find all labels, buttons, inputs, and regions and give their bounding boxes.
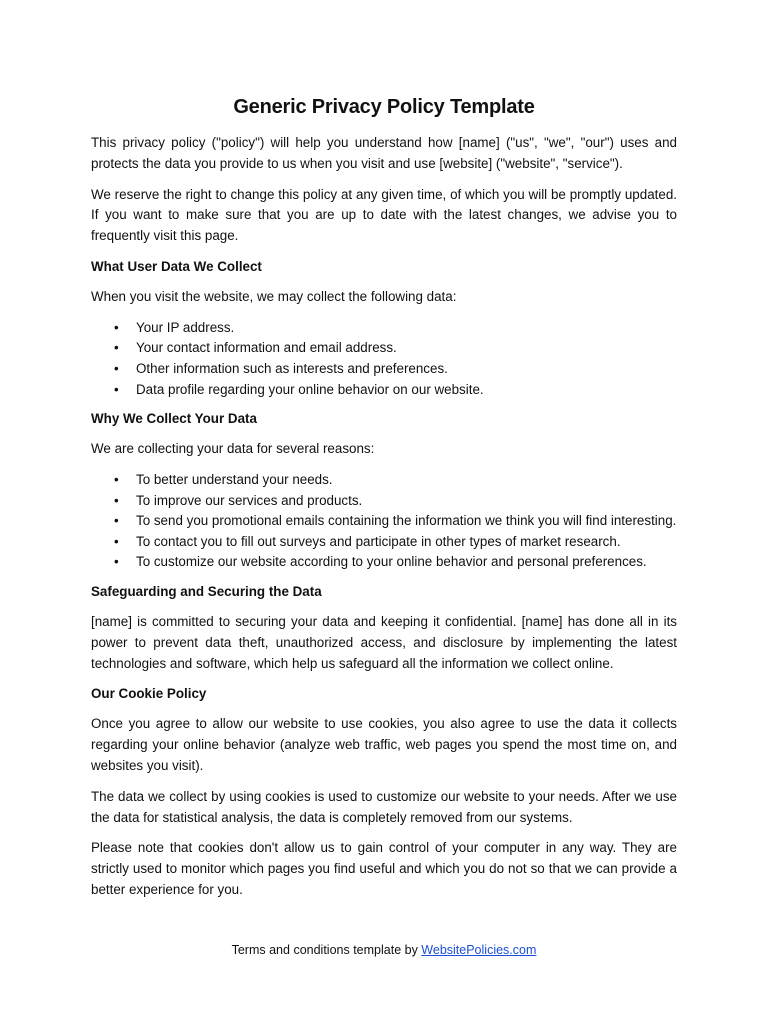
footer-text: Terms and conditions template by xyxy=(231,943,422,957)
footer-link[interactable]: WebsitePolicies.com xyxy=(421,943,537,957)
bullet-icon: • xyxy=(114,513,119,529)
document-title: Generic Privacy Policy Template xyxy=(233,96,535,118)
section-heading-why: Why We Collect Your Data xyxy=(91,411,257,427)
list-item: • To contact you to fill out surveys and participate in other types of market research. xyxy=(91,532,677,553)
cookie-paragraph: The data we collect by using cookies is used to customize our website to your needs. After we use the data for statistical analysis, the data is completely removed from our systems. xyxy=(91,788,677,825)
section-heading-collect: What User Data We Collect xyxy=(91,258,262,274)
safeguard-paragraph: [name] is committed to securing your data and keeping it confidential. [name] has done all in its power to prevent data theft, unauthorized access, and disclosure by implementing the latest technologies and software, which help us safeguard all the information we collect online. xyxy=(91,613,677,671)
list-item: • To improve our services and products. xyxy=(91,491,677,512)
list-item: • Your contact information and email address. xyxy=(91,338,677,359)
document-page xyxy=(91,93,677,911)
bullet-icon: • xyxy=(114,533,119,549)
list-item: • Other information such as interests and preferences. xyxy=(91,359,677,380)
cookie-paragraph: Once you agree to allow our website to use cookies, you also agree to use the data it collects regarding your online behavior (analyze web traffic, web pages you spend the most time on, and websites you visit). xyxy=(91,716,677,773)
list-item: • Your IP address. xyxy=(91,318,677,339)
bullet-icon: • xyxy=(114,340,119,356)
bullet-icon: • xyxy=(114,471,119,487)
list-item: • Data profile regarding your online behavior on our website. xyxy=(91,380,677,401)
collect-list xyxy=(91,318,677,400)
bullet-icon: • xyxy=(114,554,119,570)
section-heading-cookie: Our Cookie Policy xyxy=(91,686,207,702)
cookie-paragraph: Please note that cookies don't allow us to gain control of your computer in any way. They are strictly used to monitor which pages you find useful and which you do not so that we can provide a better experience for you. xyxy=(91,840,677,897)
list-item: • To send you promotional emails containing the information we think you will find interesting. xyxy=(91,511,677,532)
section-heading-safeguard: Safeguarding and Securing the Data xyxy=(91,583,322,599)
why-list xyxy=(91,470,677,573)
section-lead: When you visit the website, we may collect the following data: xyxy=(91,288,457,304)
page-footer xyxy=(0,940,768,960)
intro-paragraph: This privacy policy ("policy") will help you understand how [name] ("us", "we", "our") uses and protects the data you provide to us when you visit and use [website] ("website", "service"). xyxy=(91,135,677,171)
intro-paragraph: We reserve the right to change this policy at any given time, of which you will be promptly updated. If you want to make sure that you are up to date with the latest changes, we advise you to frequently visit this page. xyxy=(91,186,677,244)
section-lead: We are collecting your data for several reasons: xyxy=(91,441,375,457)
list-item: • To better understand your needs. xyxy=(91,470,677,491)
bullet-icon: • xyxy=(114,319,119,335)
bullet-icon: • xyxy=(114,492,119,508)
bullet-icon: • xyxy=(114,360,119,376)
bullet-icon: • xyxy=(114,381,119,397)
list-item: • To customize our website according to your online behavior and personal preferences. xyxy=(91,552,677,573)
